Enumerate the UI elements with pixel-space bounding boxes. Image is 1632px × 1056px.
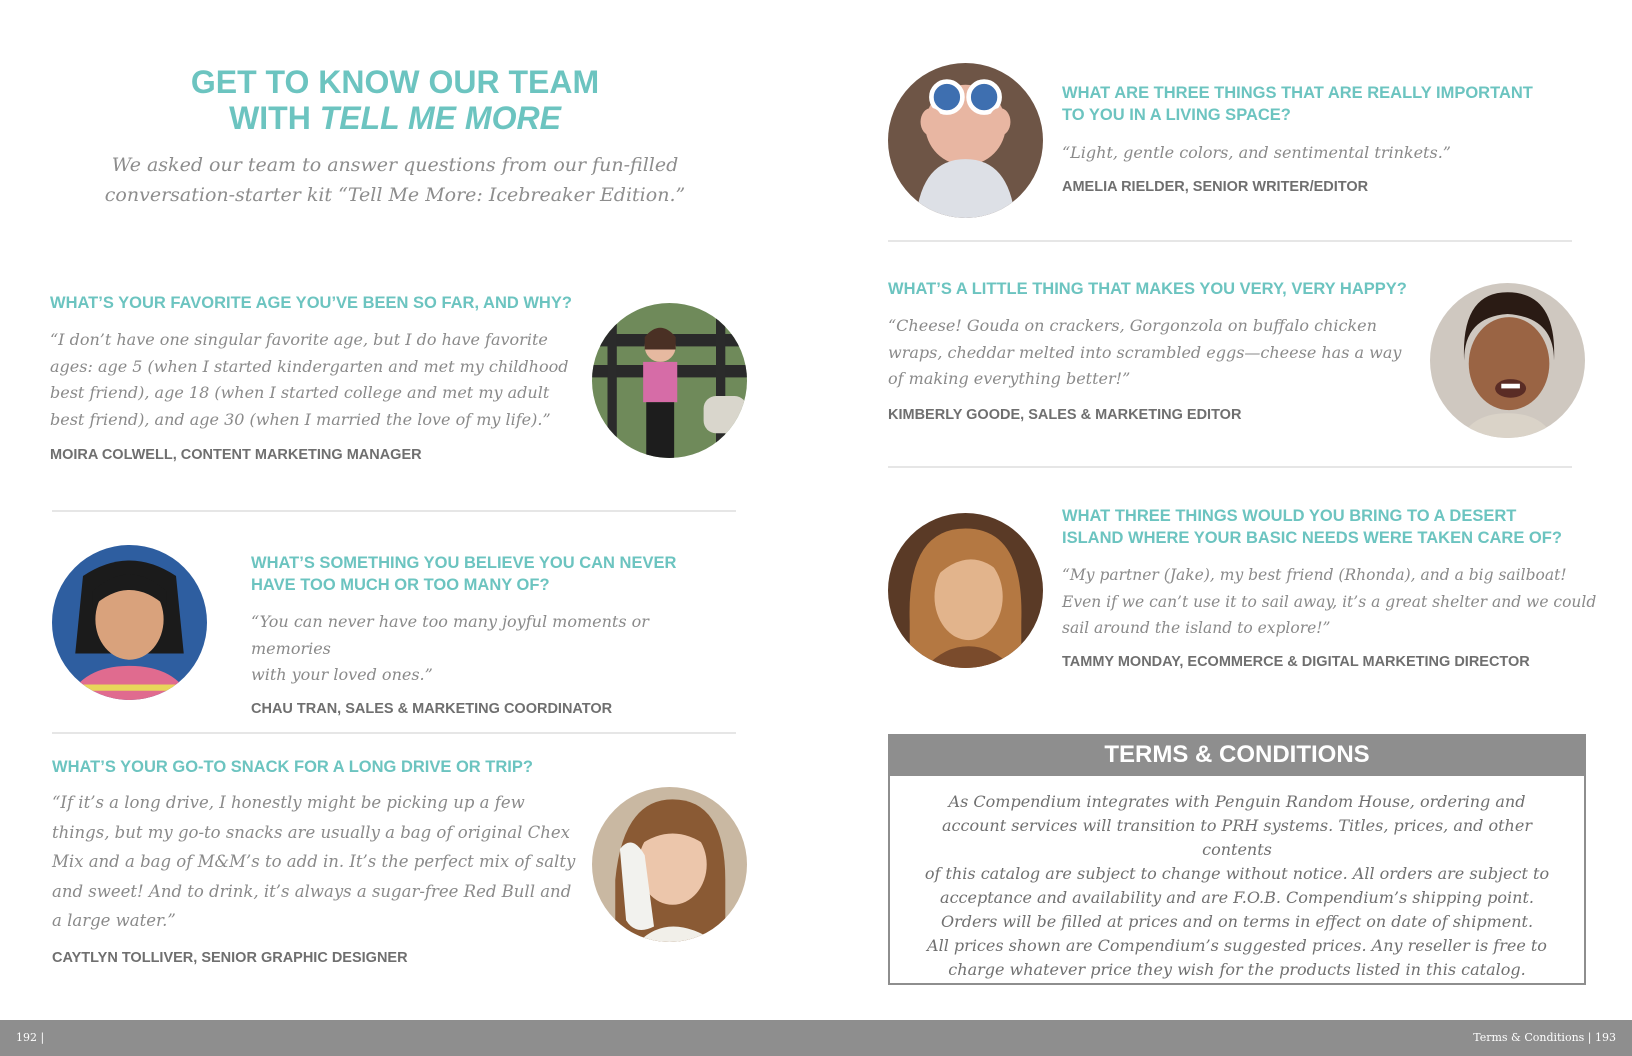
qa-caytlyn: [52, 756, 592, 966]
photo-chau: [52, 545, 207, 700]
attribution: CHAU TRAN, SALES & MARKETING COORDINATOR: [251, 700, 613, 717]
qa-amelia: [1062, 82, 1582, 195]
title-line-2-prefix: WITH: [229, 100, 320, 136]
terms-heading: TERMS & CONDITIONS: [888, 734, 1586, 776]
attribution: AMELIA RIELDER, SENIOR WRITER/EDITOR: [1062, 178, 1369, 195]
page-footer: [0, 1020, 1632, 1056]
qa-tammy: [1062, 505, 1602, 670]
question: WHAT’S A LITTLE THING THAT MAKES YOU VERY, VERY HAPPY?: [888, 280, 1407, 298]
page-number-left: 192 |: [16, 1031, 45, 1044]
divider: [52, 510, 736, 512]
title-line-2-italic: TELL ME MORE: [319, 100, 561, 136]
photo-caytlyn: [592, 787, 747, 942]
answer: “I don’t have one singular favorite age, but I do have favorite ages: age 5 (when I started kindergarten and met my childhood best friend), age 18 (when I started college and met my adult best friend), and age 30 (when I married the love of my life).”: [50, 330, 569, 429]
answer: “Light, gentle colors, and sentimental trinkets.”: [1062, 143, 1451, 162]
page-title: [60, 64, 730, 136]
qa-chau: [251, 552, 721, 717]
attribution: KIMBERLY GOODE, SALES & MARKETING EDITOR: [888, 406, 1242, 423]
answer: “If it’s a long drive, I honestly might be picking up a few things, but my go-to snacks are usually a bag of original Chex Mix and a bag of M&M’s to add in. It’s the perfect mix of salty and sweet! And to drink, it’s always a sugar-free Red Bull and a large water.”: [52, 793, 576, 930]
photo-tammy: [888, 513, 1043, 668]
photo-amelia: [888, 63, 1043, 218]
question: WHAT THREE THINGS WOULD YOU BRING TO A DESERT ISLAND WHERE YOUR BASIC NEEDS WERE TAKEN CARE OF?: [1062, 507, 1562, 547]
divider: [52, 732, 736, 734]
qa-kimberly: [888, 278, 1408, 423]
question: WHAT’S YOUR FAVORITE AGE YOU’VE BEEN SO FAR, AND WHY?: [50, 294, 572, 312]
terms-text: As Compendium integrates with Penguin Random House, ordering and account services will transition to PRH systems. Titles, prices, and other contents of this catalog are subject to change without notice. All orders are subject to acceptance and availability and are F.O.B. Compendium’s shipping point. Orders will be filled at prices and on terms in effect on date of shipment. All prices shown are Compendium’s suggested prices. Any reseller is free to charge whatever price they wish for the products listed in this catalog.: [924, 792, 1550, 979]
answer: “Cheese! Gouda on crackers, Gorgonzola on buffalo chicken wraps, cheddar melted into scrambled eggs—cheese has a way of making everything better!”: [888, 316, 1402, 388]
question: WHAT’S YOUR GO-TO SNACK FOR A LONG DRIVE OR TRIP?: [52, 758, 533, 776]
answer: “You can never have too many joyful moments or memories with your loved ones.”: [251, 612, 649, 684]
question: WHAT ARE THREE THINGS THAT ARE REALLY IMPORTANT TO YOU IN A LIVING SPACE?: [1062, 84, 1533, 124]
intro-text: We asked our team to answer questions from our fun-filled conversation-starter kit “Tell Me More: Icebreaker Edition.”: [104, 154, 686, 206]
attribution: MOIRA COLWELL, CONTENT MARKETING MANAGER: [50, 447, 422, 463]
page-number-right: Terms & Conditions | 193: [1473, 1031, 1616, 1044]
divider: [888, 466, 1572, 468]
qa-moira: [50, 292, 590, 463]
question: WHAT’S SOMETHING YOU BELIEVE YOU CAN NEVER HAVE TOO MUCH OR TOO MANY OF?: [251, 554, 677, 594]
attribution: CAYTLYN TOLLIVER, SENIOR GRAPHIC DESIGNER: [52, 949, 408, 966]
title-line-1: GET TO KNOW OUR TEAM: [190, 64, 600, 100]
divider: [888, 240, 1572, 242]
terms-box: [888, 776, 1586, 985]
photo-kimberly: [1430, 283, 1585, 438]
page-header: [60, 64, 730, 210]
photo-moira: [592, 303, 747, 458]
answer: “My partner (Jake), my best friend (Rhonda), and a big sailboat! Even if we can’t use it to sail away, it’s a great shelter and we could sail around the island to explore!”: [1062, 566, 1597, 637]
attribution: TAMMY MONDAY, ECOMMERCE & DIGITAL MARKETING DIRECTOR: [1062, 653, 1530, 670]
